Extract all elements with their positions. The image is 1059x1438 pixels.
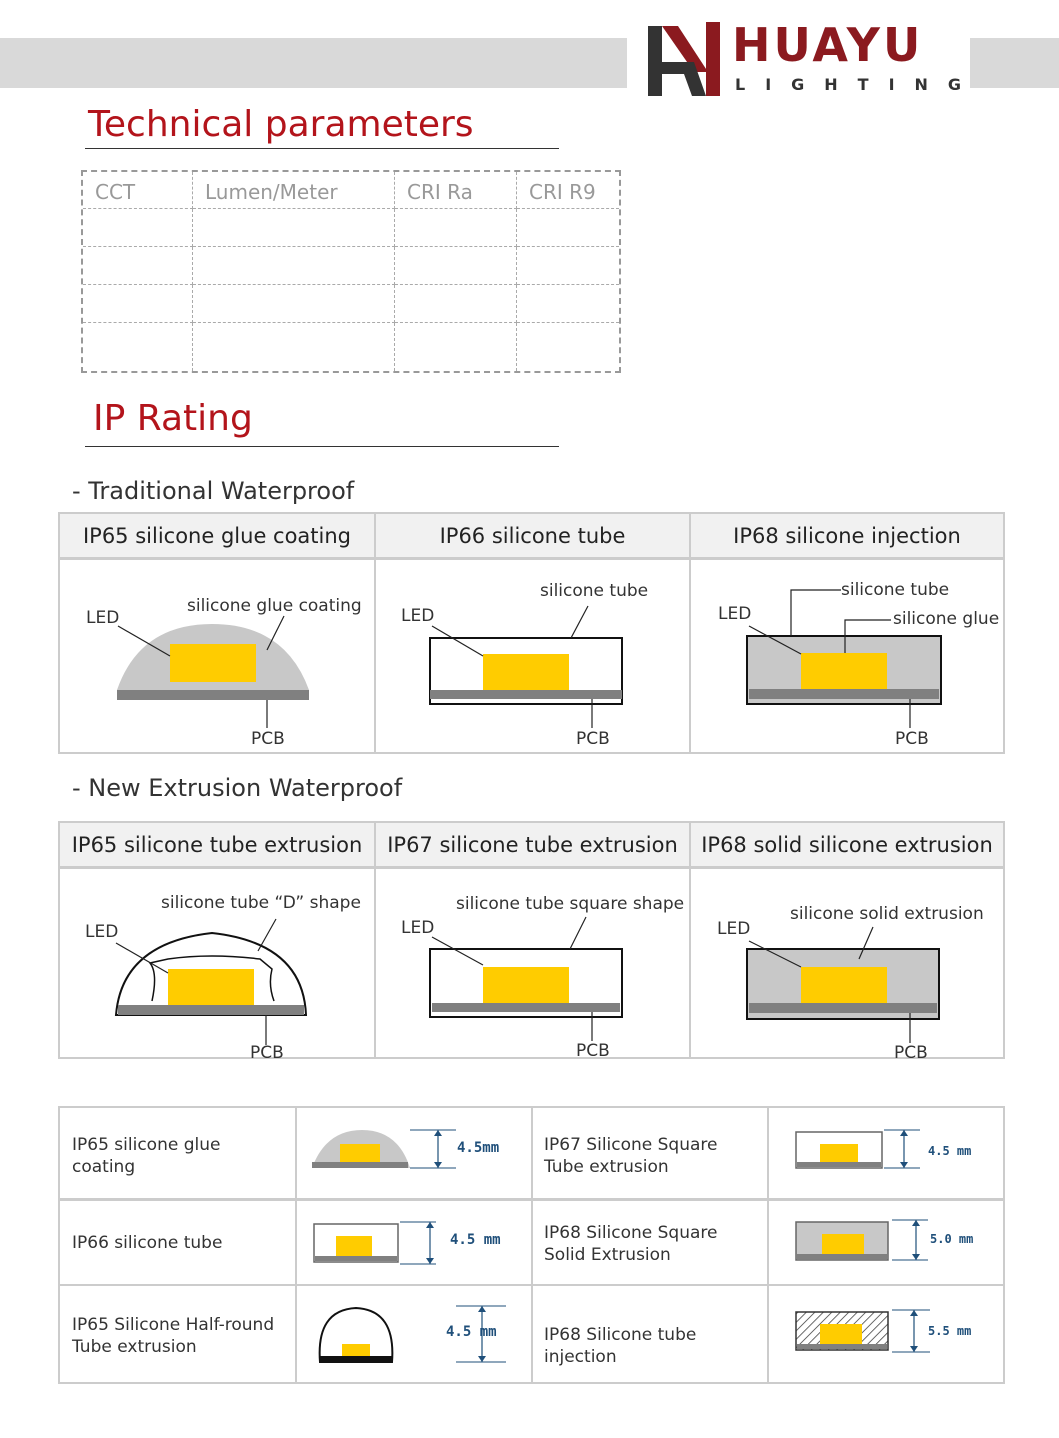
ip68-extrusion-diagram (691, 873, 1003, 1057)
dim-name: IP68 Silicone tube injection (544, 1325, 697, 1367)
pcb-label: PCB (894, 1043, 928, 1063)
table-cell (193, 247, 395, 285)
table-cell (193, 323, 395, 371)
ip67-extrusion-title: IP67 silicone tube extrusion (387, 833, 678, 857)
table-cell (395, 285, 517, 323)
led-label: LED (717, 919, 751, 939)
ip65-glue-title: IP65 silicone glue coating (82, 524, 352, 548)
table-cell (83, 209, 193, 247)
dim-value: 4.5 mm (928, 1144, 972, 1158)
tech-params-underline (85, 148, 559, 149)
pcb-label: PCB (576, 1041, 610, 1061)
material2-label: silicone glue (893, 609, 1000, 629)
dim-value: 4.5 mm (450, 1232, 501, 1248)
dim-name: IP65 Silicone Half-round Tube extrusion (72, 1315, 275, 1357)
table-header-cri-r9: CRI R9 (517, 172, 619, 209)
led-label: LED (401, 606, 435, 626)
ip-rating-underline (85, 446, 559, 447)
dim-name: IP67 Silicone Square Tube extrusion (544, 1135, 718, 1177)
dim-value: 4.5mm (457, 1140, 500, 1156)
dim-value: 4.5 mm (446, 1324, 497, 1340)
traditional-table (58, 512, 1005, 754)
pcb-label: PCB (576, 729, 610, 749)
pcb-label: PCB (250, 1043, 284, 1063)
table-cell (193, 209, 395, 247)
material-label: silicone tube (540, 581, 649, 601)
dimension-table (58, 1106, 1005, 1384)
ip65-glue-diagram (60, 564, 374, 752)
extrusion-table (58, 821, 1005, 1063)
traditional-heading: - Traditional Waterproof (72, 477, 355, 505)
table-cell (517, 247, 619, 285)
table-cell (395, 323, 517, 371)
material-label: silicone solid extrusion (790, 904, 984, 924)
led-label: LED (718, 604, 752, 624)
brand-name: HUAYU (732, 18, 924, 72)
huayu-logo-icon (648, 22, 720, 96)
table-cell (395, 209, 517, 247)
dim-value: 5.5 mm (928, 1324, 972, 1338)
table-header-cri-ra: CRI Ra (395, 172, 517, 209)
ip66-tube-title: IP66 silicone tube (439, 524, 626, 548)
led-label: LED (85, 922, 119, 942)
pcb-label: PCB (895, 729, 929, 749)
dim-name: IP68 Silicone Square Solid Extrusion (544, 1223, 718, 1265)
material-label: silicone glue coating (187, 596, 362, 616)
table-cell (83, 285, 193, 323)
table-cell (517, 209, 619, 247)
header-bar-right (970, 38, 1059, 88)
dim-value: 5.0 mm (930, 1232, 974, 1246)
dim-name: IP65 silicone glue coating (72, 1135, 221, 1177)
ip-rating-title: IP Rating (93, 398, 253, 439)
led-label: LED (86, 608, 120, 628)
material-label: silicone tube square shape (456, 894, 685, 914)
pcb-label: PCB (251, 729, 285, 749)
table-header-cct: CCT (83, 172, 193, 209)
material-label: silicone tube (841, 580, 950, 600)
table-cell (83, 323, 193, 371)
table-cell (517, 285, 619, 323)
table-cell (517, 323, 619, 371)
tech-params-title: Technical parameters (88, 104, 474, 145)
table-cell (193, 285, 395, 323)
table-cell (395, 247, 517, 285)
brand-subtitle: LIGHTING (735, 75, 982, 94)
extrusion-heading: - New Extrusion Waterproof (72, 774, 403, 802)
ip65-extrusion-title: IP65 silicone tube extrusion (71, 833, 363, 857)
table-header-lumen: Lumen/Meter (193, 172, 395, 209)
ip68-injection-title: IP68 silicone injection (733, 524, 961, 548)
ip68-extrusion-title: IP68 solid silicone extrusion (701, 833, 993, 857)
table-cell (83, 247, 193, 285)
dim-name: IP66 silicone tube (72, 1233, 223, 1253)
tech-params-table (81, 170, 621, 373)
header-bar-left (0, 38, 627, 88)
material-label: silicone tube “D” shape (161, 893, 361, 913)
led-label: LED (401, 918, 435, 938)
